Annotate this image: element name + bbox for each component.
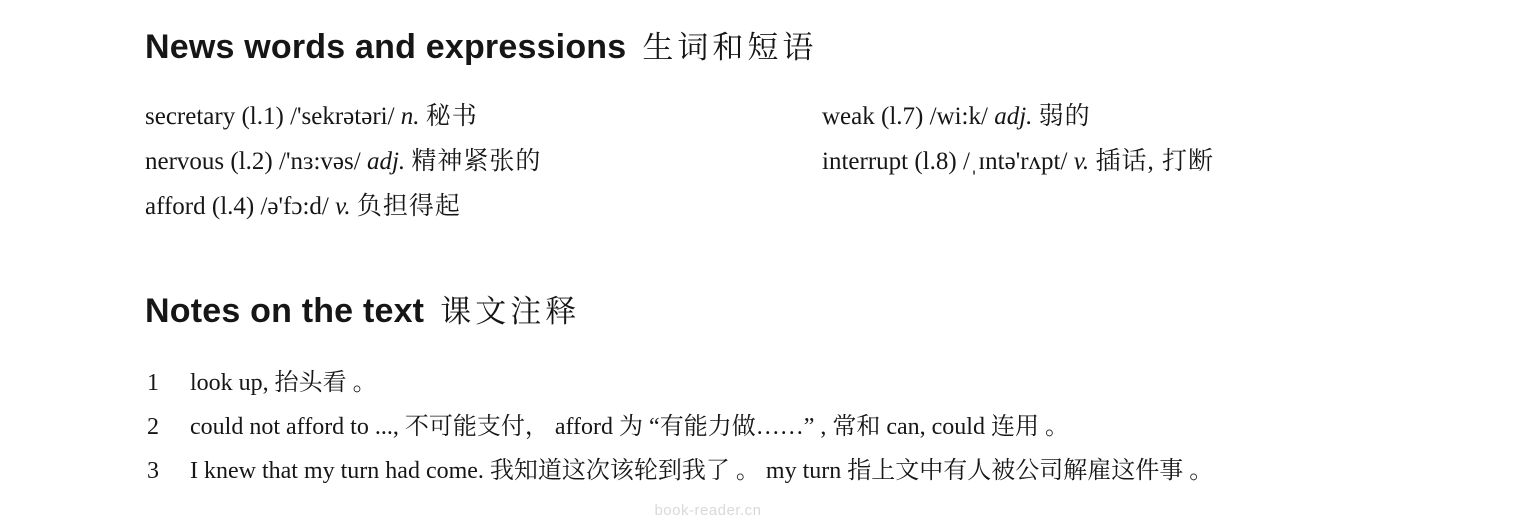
vocab-meaning: 弱的 xyxy=(1038,103,1091,130)
watermark: book-reader.cn xyxy=(654,502,762,519)
vocab-meaning: 秘书 xyxy=(425,103,478,130)
note-text: look up, 抬头看 。 xyxy=(190,370,377,396)
notes-list xyxy=(147,361,1213,493)
vocab-entry-afford xyxy=(145,184,822,229)
vocab-heading-english: News words and expressions xyxy=(145,28,627,66)
vocab-phonetic: /ˌɪntə'rʌpt/ xyxy=(962,148,1068,175)
vocab-phonetic: /'nɜ:vəs/ xyxy=(279,148,361,175)
vocab-meaning: 精神紧张的 xyxy=(411,148,542,175)
vocab-column-right xyxy=(822,94,1214,229)
vocab-heading-chinese: 生词和短语 xyxy=(642,30,818,65)
note-item-1 xyxy=(147,361,1213,405)
vocab-word: interrupt xyxy=(822,148,909,175)
vocab-line-ref: (l.2) xyxy=(230,148,273,175)
vocab-column-left xyxy=(145,94,822,229)
vocab-word: weak xyxy=(822,103,875,130)
note-item-3 xyxy=(147,449,1213,493)
vocab-entry-weak xyxy=(822,94,1214,139)
vocab-line-ref: (l.8) xyxy=(914,148,957,175)
vocab-phonetic: /wi:k/ xyxy=(929,103,988,130)
note-number: 1 xyxy=(147,370,159,396)
vocab-section-heading xyxy=(145,22,817,67)
note-text: could not afford to ..., 不可能支付， afford 为 “有能力做……” , 常和 can, could 连用 。 xyxy=(190,414,1069,440)
vocab-pos: adj. xyxy=(994,103,1033,130)
notes-heading-english: Notes on the text xyxy=(145,292,425,330)
note-number: 3 xyxy=(147,458,159,484)
notes-heading-chinese: 课文注释 xyxy=(440,294,581,329)
vocab-entry-secretary xyxy=(145,94,822,139)
vocab-meaning: 负担得起 xyxy=(356,193,461,220)
vocab-word: nervous xyxy=(145,148,225,175)
vocab-entry-interrupt xyxy=(822,139,1214,184)
vocab-pos: n. xyxy=(400,103,420,130)
notes-section-heading xyxy=(145,286,580,331)
note-item-2 xyxy=(147,405,1213,449)
vocab-pos: adj. xyxy=(366,148,406,175)
vocab-line-ref: (l.4) xyxy=(211,193,255,220)
vocab-pos: v. xyxy=(335,193,351,220)
note-number: 2 xyxy=(147,414,159,440)
vocab-phonetic: /'sekrətəri/ xyxy=(290,103,395,130)
vocab-pos: v. xyxy=(1073,148,1090,175)
vocab-list xyxy=(145,94,1214,229)
vocab-line-ref: (l.1) xyxy=(241,103,284,130)
vocab-word: afford xyxy=(145,193,206,220)
vocab-meaning: 插话, 打断 xyxy=(1095,148,1214,175)
vocab-word: secretary xyxy=(145,103,236,130)
vocab-line-ref: (l.7) xyxy=(881,103,924,130)
vocab-entry-nervous xyxy=(145,139,822,184)
note-text: I knew that my turn had come. 我知道这次该轮到我了 。 my turn 指上文中有人被公司解雇这件事 。 xyxy=(190,458,1214,484)
vocab-phonetic: /ə'fɔ:d/ xyxy=(260,193,329,220)
